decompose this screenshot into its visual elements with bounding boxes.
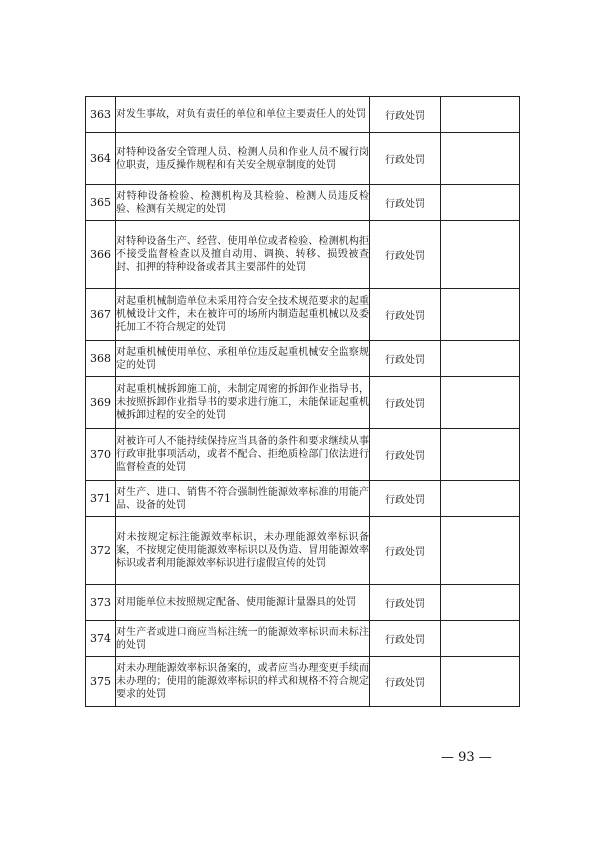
row-description: 对生产、进口、销售不符合强制性能源效率标准的用能产品、设备的处罚 [116, 481, 370, 517]
row-description: 对未办理能源效率标识备案的，或者应当办理变更手续而未办理的；使用的能源效率标识的样式和规格不符合规定要求的处罚 [116, 657, 370, 707]
table-row [86, 517, 520, 585]
table-row [86, 221, 520, 289]
row-category: 行政处罚 [370, 517, 441, 585]
table-row [86, 97, 520, 133]
row-description: 对被许可人不能持续保持应当具备的条件和要求继续从事行政审批事项活动，或者不配合、拒绝质检部门依法进行监督检查的处罚 [116, 429, 370, 481]
row-number: 365 [86, 185, 116, 221]
row-category: 行政处罚 [370, 429, 441, 481]
row-description: 对起重机械使用单位、承租单位违反起重机械安全监察规定的处罚 [116, 341, 370, 377]
table-row [86, 429, 520, 481]
table-row [86, 289, 520, 341]
enforcement-items-table [85, 96, 520, 707]
table-row [86, 621, 520, 657]
row-remarks [441, 377, 520, 429]
row-category: 行政处罚 [370, 97, 441, 133]
row-remarks [441, 97, 520, 133]
page-number: — 93 — [441, 750, 492, 765]
row-category: 行政处罚 [370, 377, 441, 429]
table-row [86, 657, 520, 707]
row-number: 364 [86, 133, 116, 185]
row-number: 375 [86, 657, 116, 707]
row-number: 373 [86, 585, 116, 621]
row-number: 366 [86, 221, 116, 289]
row-description: 对特种设备生产、经营、使用单位或者检验、检测机构拒不接受监督检查以及擅自动用、调换、转移、损毁被查封、扣押的特种设备或者其主要部件的处罚 [116, 221, 370, 289]
row-remarks [441, 621, 520, 657]
table-row [86, 585, 520, 621]
row-remarks [441, 221, 520, 289]
row-number: 372 [86, 517, 116, 585]
row-category: 行政处罚 [370, 221, 441, 289]
row-number: 374 [86, 621, 116, 657]
row-description: 对生产者或进口商应当标注统一的能源效率标识而未标注的处罚 [116, 621, 370, 657]
table-row [86, 133, 520, 185]
table-row [86, 341, 520, 377]
row-description: 对特种设备检验、检测机构及其检验、检测人员违反检验、检测有关规定的处罚 [116, 185, 370, 221]
row-description: 对发生事故，对负有责任的单位和单位主要责任人的处罚 [116, 97, 370, 133]
row-category: 行政处罚 [370, 657, 441, 707]
row-remarks [441, 133, 520, 185]
row-remarks [441, 481, 520, 517]
row-remarks [441, 517, 520, 585]
row-category: 行政处罚 [370, 133, 441, 185]
table-body [86, 97, 520, 707]
row-remarks [441, 185, 520, 221]
row-category: 行政处罚 [370, 481, 441, 517]
row-number: 369 [86, 377, 116, 429]
table-row [86, 481, 520, 517]
row-category: 行政处罚 [370, 621, 441, 657]
row-remarks [441, 429, 520, 481]
row-remarks [441, 289, 520, 341]
table-row [86, 185, 520, 221]
row-description: 对未按规定标注能源效率标识，未办理能源效率标识备案，不按规定使用能源效率标识以及伪造、冒用能源效率标识或者利用能源效率标识进行虚假宣传的处罚 [116, 517, 370, 585]
row-category: 行政处罚 [370, 185, 441, 221]
row-description: 对起重机械拆卸施工前，未制定周密的拆卸作业指导书，未按照拆卸作业指导书的要求进行施工，未能保证起重机械拆卸过程的安全的处罚 [116, 377, 370, 429]
row-description: 对特种设备安全管理人员、检测人员和作业人员不履行岗位职责，违反操作规程和有关安全规章制度的处罚 [116, 133, 370, 185]
row-number: 371 [86, 481, 116, 517]
row-remarks [441, 657, 520, 707]
row-number: 368 [86, 341, 116, 377]
row-description: 对用能单位未按照规定配备、使用能源计量器具的处罚 [116, 585, 370, 621]
row-category: 行政处罚 [370, 585, 441, 621]
row-number: 363 [86, 97, 116, 133]
row-remarks [441, 341, 520, 377]
row-number: 370 [86, 429, 116, 481]
row-category: 行政处罚 [370, 289, 441, 341]
row-remarks [441, 585, 520, 621]
row-category: 行政处罚 [370, 341, 441, 377]
table-row [86, 377, 520, 429]
row-number: 367 [86, 289, 116, 341]
row-description: 对起重机械制造单位未采用符合安全技术规范要求的起重机械设计文件，未在被许可的场所内制造起重机械以及委托加工不符合规定的处罚 [116, 289, 370, 341]
